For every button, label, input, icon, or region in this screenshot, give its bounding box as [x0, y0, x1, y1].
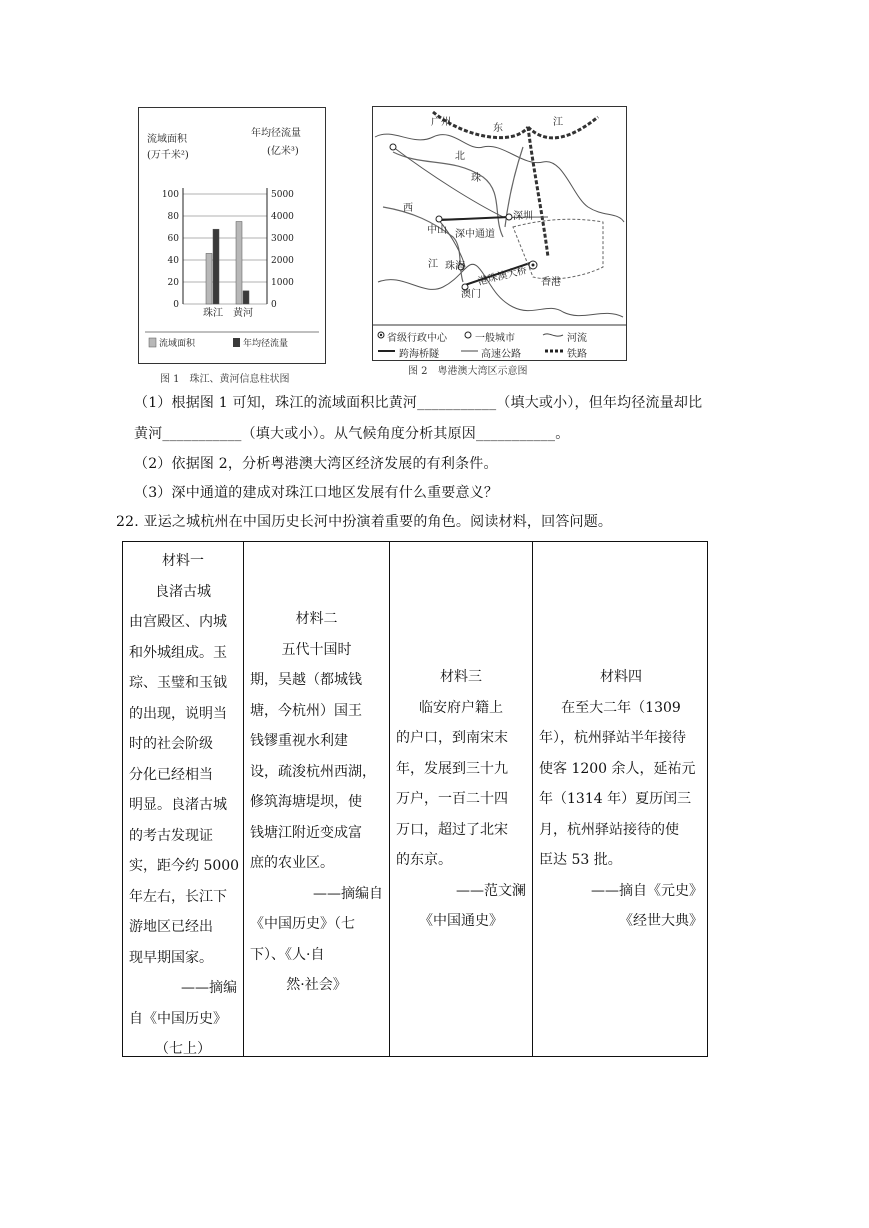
- map-legend-city: 一般城市: [475, 333, 515, 344]
- bar-runoff: [243, 291, 249, 304]
- right-tick-label: 4000: [271, 212, 294, 222]
- map-label-hzmb: 港珠澳大桥: [476, 265, 529, 288]
- bar-area: [236, 222, 242, 305]
- right-axis-label-2: (亿米³): [267, 146, 299, 157]
- question-1-line-2: 黄河___________（填大或小）。从气候角度分析其原因___________。: [134, 426, 570, 442]
- map-label-macao: 澳门: [461, 289, 481, 300]
- bar-runoff: [213, 229, 219, 304]
- figure-2-map: [372, 106, 627, 361]
- category-label: 黄河: [233, 308, 253, 319]
- left-tick-label: 80: [167, 212, 179, 222]
- category-label: 珠江: [203, 308, 223, 319]
- material-2-column: [244, 542, 390, 1056]
- map-label-shenzhong-channel: 深中通道: [455, 229, 495, 240]
- legend-swatch-runoff: [233, 338, 240, 347]
- figure-1-caption: 图 1 珠江、黄河信息柱状图: [160, 374, 290, 385]
- left-tick-label: 40: [167, 256, 179, 266]
- right-tick-label: 1000: [271, 278, 294, 288]
- material-1-column: [123, 542, 244, 1056]
- map-label-dong: 东: [493, 123, 503, 134]
- legend-label-area: 流域面积: [159, 339, 196, 349]
- map-legend-highway: 高速公路: [481, 349, 521, 360]
- left-axis-label-2: (万千米²): [147, 150, 189, 161]
- map-label-guangzhou: 广州: [431, 117, 451, 128]
- map-label-hongkong: 香港: [541, 277, 561, 288]
- figure-1-bar-chart: [138, 107, 326, 364]
- material-2-text: 材料二 五代十国时 期，吴越（都城钱 塘，今杭州）国王 钱镠重视水利建 设，疏浚杭州西湖， 修筑海塘堤坝，使 钱塘江附近变成富 庶的农业区。 ——摘编自 《中国历史》（七 下）、《人·自 然·社会》: [250, 611, 383, 993]
- right-tick-label: 0: [271, 300, 277, 310]
- material-3-text: 材料三 临安府户籍上 的户口，到南宋末 年，发展到三十九 万户，一百二十四 万口，超过了北宋 的东京。 ——范文澜 《中国通史》: [396, 669, 526, 929]
- map-legend-river: 河流: [567, 333, 587, 344]
- material-4-text: 材料四 在至大二年（1309 年），杭州驿站半年接待 使客 1200 余人，延祐元 年（1314 年）夏历闰三 月，杭州驿站接待的使 臣达 53 批。 ——摘自《元史》 《经世大典》: [539, 669, 703, 929]
- map-label-xi: 西: [403, 203, 413, 214]
- map-label-zhuhai: 珠海: [445, 261, 465, 272]
- map-label-shenzhen: 深圳: [513, 211, 533, 222]
- bar-chart-plot: [139, 108, 325, 363]
- figure-2-caption: 图 2 粤港澳大湾区示意图: [408, 366, 528, 377]
- left-tick-label: 20: [167, 278, 179, 288]
- left-axis-label-1: 流域面积: [147, 134, 187, 145]
- question-1-line-1: （1）根据图 1 可知，珠江的流域面积比黄河___________（填大或小），但年均径流量却比: [134, 395, 703, 411]
- right-tick-label: 5000: [271, 190, 294, 200]
- map-legend-capital: 省级行政中心: [387, 333, 447, 344]
- bar-area: [206, 253, 212, 304]
- question-2: （2）依据图 2，分析粤港澳大湾区经济发展的有利条件。: [134, 456, 498, 472]
- left-tick-label: 60: [167, 234, 179, 244]
- map-drawing: [373, 107, 626, 360]
- map-legend-sea-crossing: 跨海桥隧: [399, 349, 439, 360]
- map-label-jiang-east: 江: [553, 117, 563, 128]
- question-3: （3）深中通道的建成对珠江口地区发展有什么重要意义？: [134, 485, 499, 501]
- question-22-prompt: 22. 亚运之城杭州在中国历史长河中扮演着重要的角色。阅读材料，回答问题。: [116, 514, 613, 530]
- map-label-bei: 北: [455, 151, 465, 162]
- material-3-column: [390, 542, 533, 1056]
- legend-swatch-area: [149, 338, 156, 347]
- legend-label-runoff: 年均径流量: [243, 339, 289, 349]
- map-label-zhongshan: 中山: [427, 225, 447, 236]
- right-tick-label: 3000: [271, 234, 294, 244]
- map-label-jiang-west: 江: [428, 259, 438, 270]
- left-tick-label: 100: [161, 190, 179, 200]
- left-tick-label: 0: [173, 300, 179, 310]
- map-label-zhu: 珠: [471, 173, 481, 184]
- materials-table: [122, 541, 708, 1057]
- material-4-column: [533, 542, 709, 1056]
- material-1-text: 材料一 良渚古城 由宫殿区、内城 和外城组成。玉 琮、玉璧和玉钺 的出现，说明当 时的社会阶级 分化已经相当 明显。良渚古城 的考古发现证 实，距今约 5000 年左右，长江下 游地区已经出 现早期国家。 ——摘编 自《中国历史》 （七上）: [129, 553, 240, 1057]
- map-legend-railway: 铁路: [567, 349, 587, 360]
- right-tick-label: 2000: [271, 256, 294, 266]
- right-axis-label-1: 年均径流量: [251, 128, 301, 139]
